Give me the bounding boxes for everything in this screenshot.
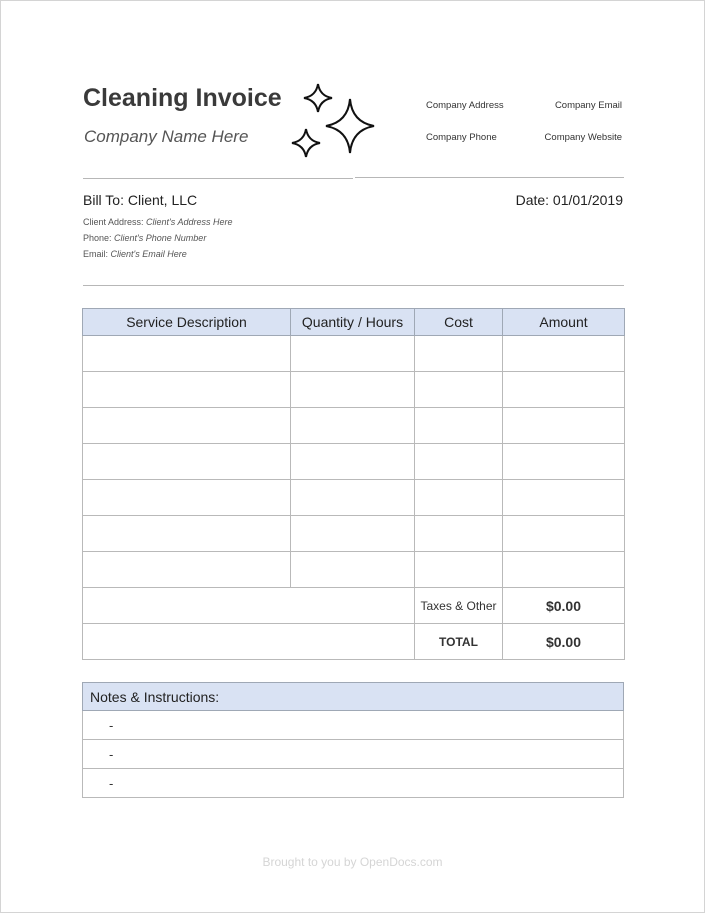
column-header-quantity: Quantity / Hours xyxy=(291,309,415,336)
table-row xyxy=(83,336,625,372)
table-row xyxy=(83,552,625,588)
service-cell[interactable] xyxy=(83,372,291,408)
company-address: Company Address xyxy=(426,100,504,111)
amount-cell[interactable] xyxy=(503,336,625,372)
quantity-cell[interactable] xyxy=(291,372,415,408)
total-label: TOTAL xyxy=(415,624,503,660)
service-cell[interactable] xyxy=(83,480,291,516)
cost-cell[interactable] xyxy=(415,444,503,480)
service-cell[interactable] xyxy=(83,336,291,372)
billing-divider xyxy=(83,285,624,286)
invoice-date: Date: 01/01/2019 xyxy=(515,192,623,208)
amount-cell[interactable] xyxy=(503,480,625,516)
notes-item[interactable]: - xyxy=(83,711,624,740)
quantity-cell[interactable] xyxy=(291,480,415,516)
notes-row xyxy=(83,711,624,740)
taxes-value: $0.00 xyxy=(503,588,625,624)
client-address xyxy=(83,217,232,227)
column-header-service: Service Description xyxy=(83,309,291,336)
service-cell[interactable] xyxy=(83,408,291,444)
invoice-title: Cleaning Invoice xyxy=(83,84,282,112)
column-header-cost: Cost xyxy=(415,309,503,336)
header-divider-right xyxy=(355,177,624,178)
cost-cell[interactable] xyxy=(415,480,503,516)
amount-cell[interactable] xyxy=(503,408,625,444)
quantity-cell[interactable] xyxy=(291,408,415,444)
cost-cell[interactable] xyxy=(415,372,503,408)
footer-credit: Brought to you by OpenDocs.com xyxy=(262,855,443,869)
client-email-label: Email: xyxy=(83,249,109,259)
header-divider-left xyxy=(83,178,353,179)
amount-cell[interactable] xyxy=(503,444,625,480)
company-email: Company Email xyxy=(554,100,622,111)
client-address-value: Client's Address Here xyxy=(146,217,233,227)
taxes-label: Taxes & Other xyxy=(415,588,503,624)
total-blank-cell xyxy=(83,624,415,660)
cost-cell[interactable] xyxy=(415,552,503,588)
notes-table xyxy=(82,682,624,798)
cost-cell[interactable] xyxy=(415,516,503,552)
taxes-blank-cell xyxy=(83,588,415,624)
client-email-value: Client's Email Here xyxy=(110,249,187,259)
notes-item[interactable]: - xyxy=(83,769,624,798)
company-name: Company Name Here xyxy=(84,127,249,146)
bill-to: Bill To: Client, LLC xyxy=(83,192,198,208)
services-table xyxy=(82,308,625,660)
service-cell[interactable] xyxy=(83,552,291,588)
company-phone: Company Phone xyxy=(426,132,497,143)
table-header-row xyxy=(83,309,625,336)
notes-row xyxy=(83,740,624,769)
notes-title: Notes & Instructions: xyxy=(83,683,624,711)
client-phone-label: Phone: xyxy=(83,233,112,243)
cost-cell[interactable] xyxy=(415,408,503,444)
company-website: Company Website xyxy=(544,132,622,143)
table-row xyxy=(83,480,625,516)
quantity-cell[interactable] xyxy=(291,516,415,552)
sparkles-icon xyxy=(288,80,378,160)
service-cell[interactable] xyxy=(83,516,291,552)
quantity-cell[interactable] xyxy=(291,336,415,372)
taxes-row xyxy=(83,588,625,624)
client-phone xyxy=(83,233,206,243)
total-row xyxy=(83,624,625,660)
amount-cell[interactable] xyxy=(503,372,625,408)
service-cell[interactable] xyxy=(83,444,291,480)
total-value: $0.00 xyxy=(503,624,625,660)
quantity-cell[interactable] xyxy=(291,552,415,588)
table-row xyxy=(83,516,625,552)
amount-cell[interactable] xyxy=(503,552,625,588)
quantity-cell[interactable] xyxy=(291,444,415,480)
client-email xyxy=(83,249,187,259)
amount-cell[interactable] xyxy=(503,516,625,552)
client-address-label: Client Address: xyxy=(83,217,144,227)
cost-cell[interactable] xyxy=(415,336,503,372)
client-phone-value: Client's Phone Number xyxy=(114,233,207,243)
column-header-amount: Amount xyxy=(503,309,625,336)
table-row xyxy=(83,408,625,444)
notes-row xyxy=(83,769,624,798)
notes-item[interactable]: - xyxy=(83,740,624,769)
table-row xyxy=(83,444,625,480)
table-row xyxy=(83,372,625,408)
